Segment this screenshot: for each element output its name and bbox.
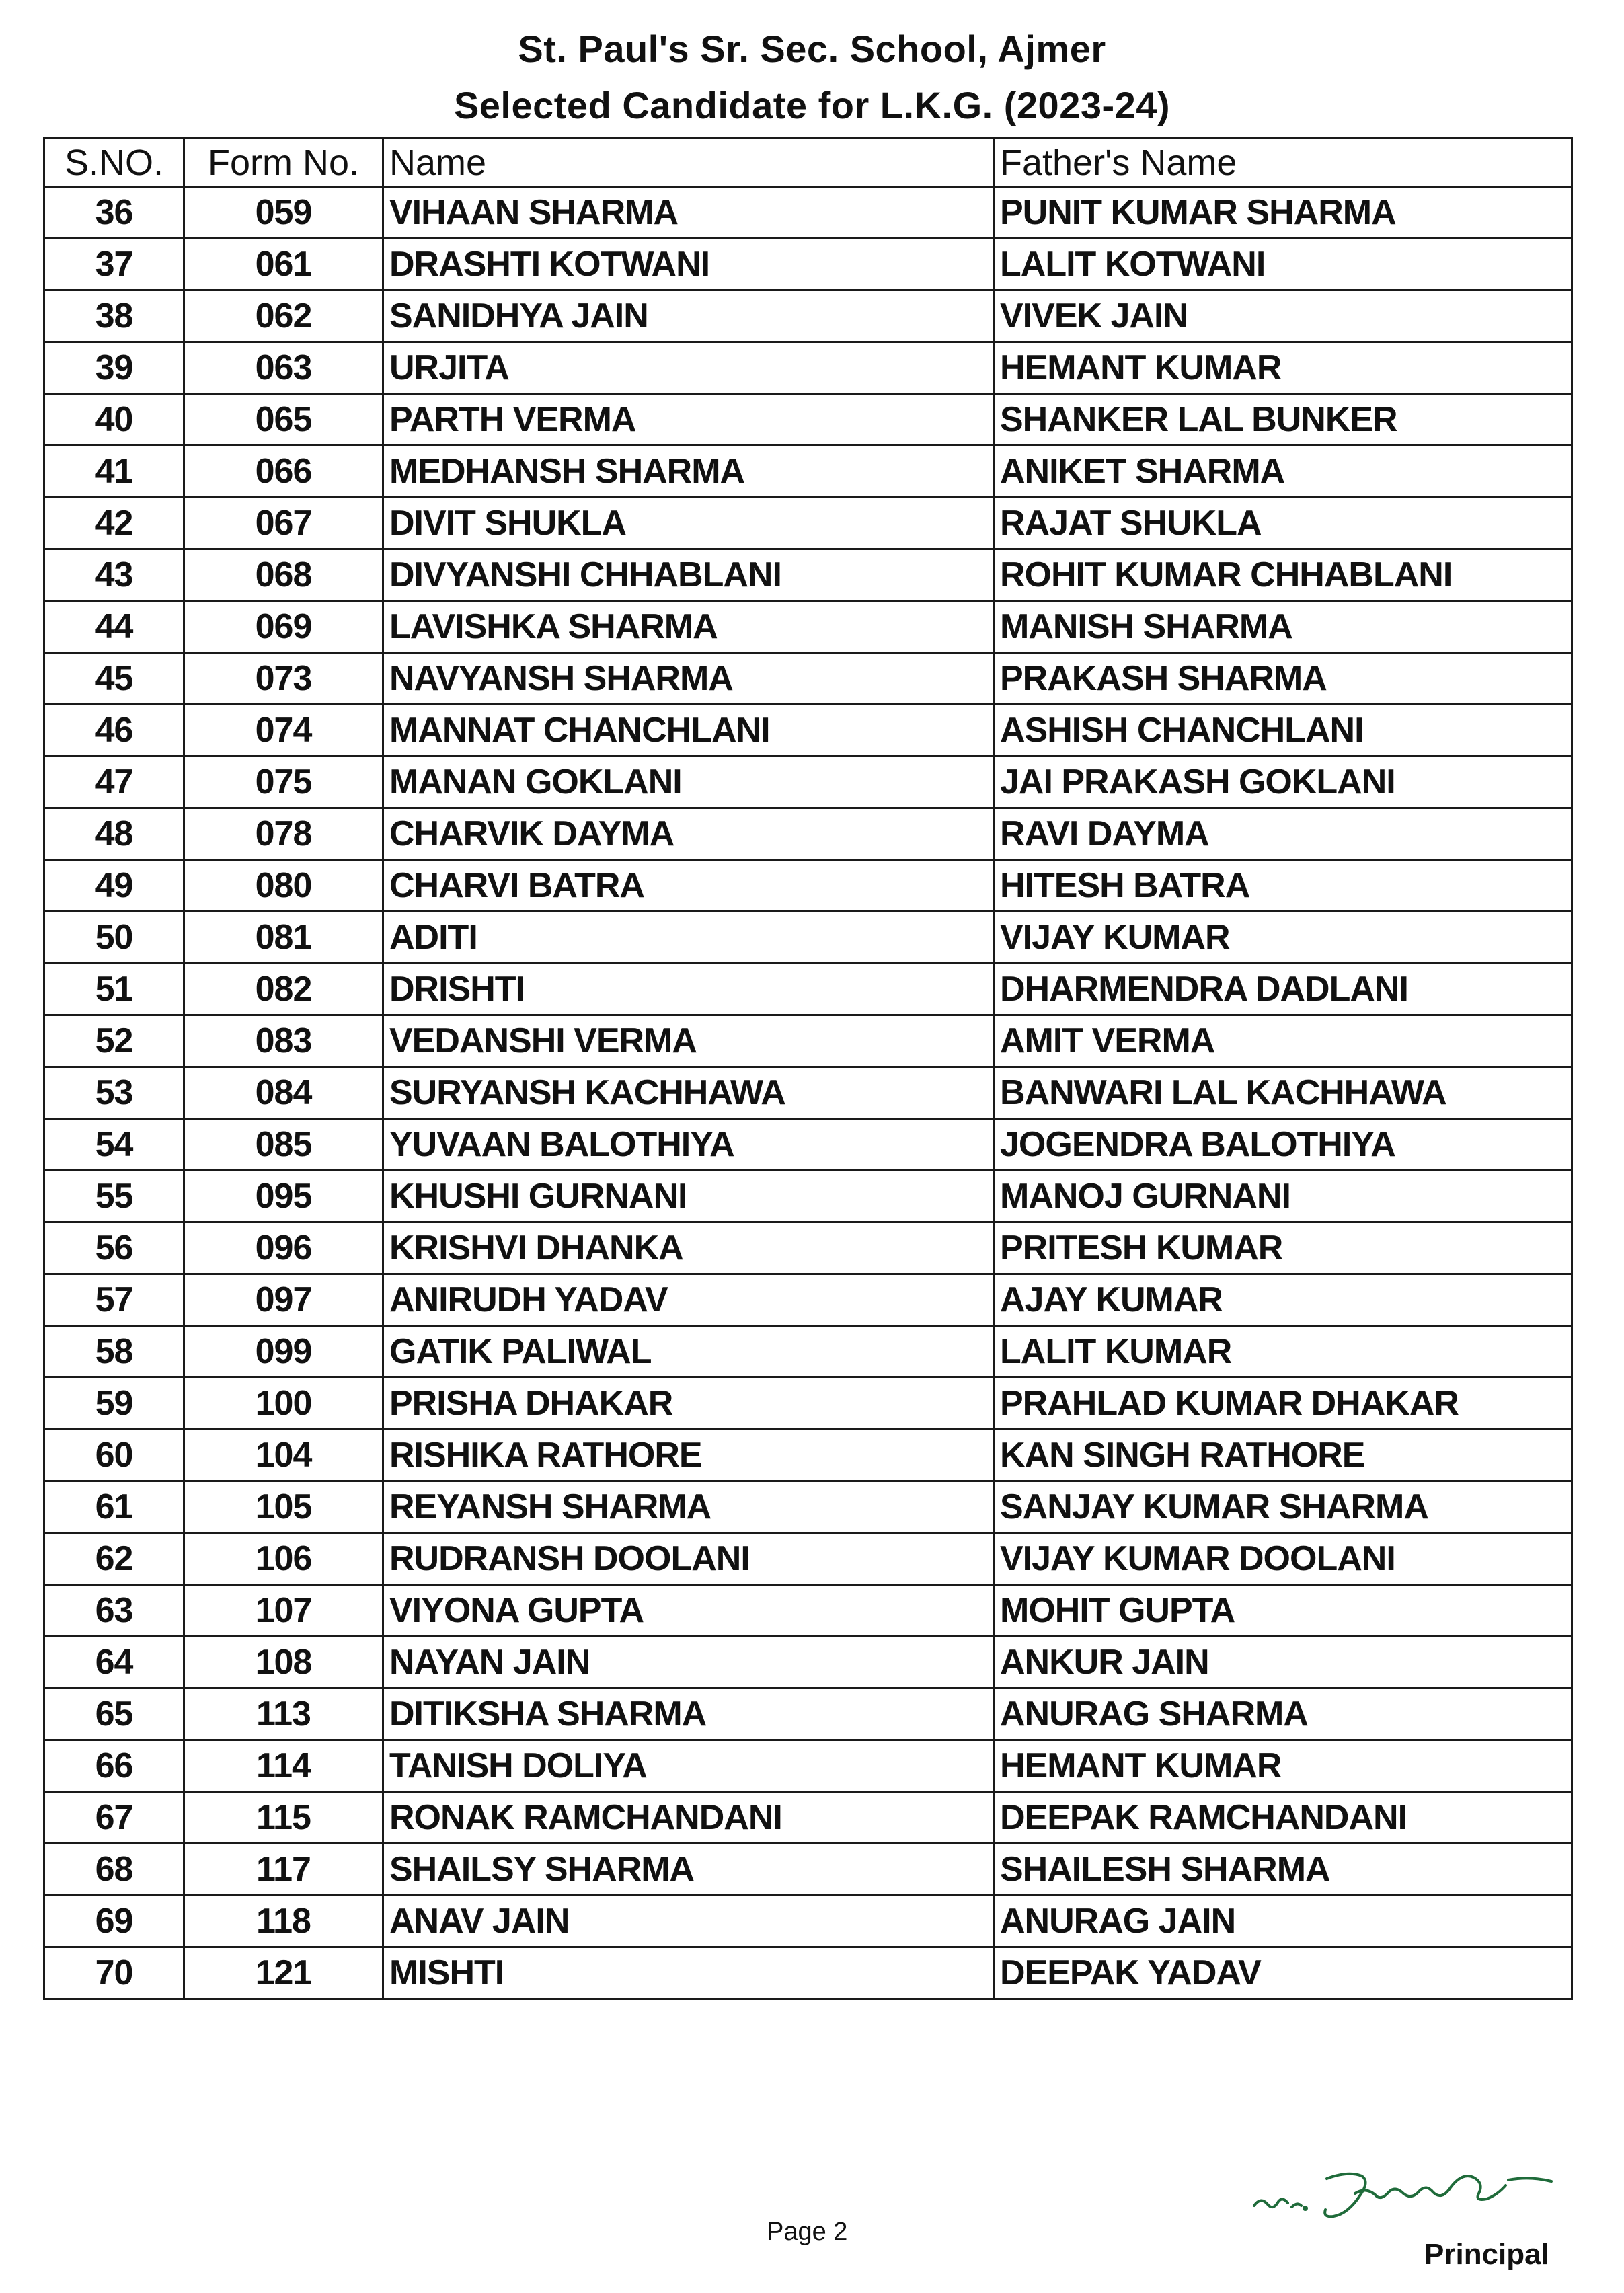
column-header-name: Name: [383, 139, 994, 187]
cell-father-name: RAVI DAYMA: [994, 808, 1572, 860]
table-row: [44, 1688, 1572, 1740]
cell-father-name: VIJAY KUMAR DOOLANI: [994, 1533, 1572, 1585]
cell-form-no: 075: [184, 756, 383, 808]
cell-form-no: 074: [184, 705, 383, 756]
cell-form-no: 067: [184, 498, 383, 549]
cell-form-no: 107: [184, 1585, 383, 1637]
cell-sno: 61: [44, 1481, 184, 1533]
cell-form-no: 115: [184, 1792, 383, 1844]
cell-form-no: 113: [184, 1688, 383, 1740]
cell-father-name: PUNIT KUMAR SHARMA: [994, 187, 1572, 239]
table-row: [44, 601, 1572, 653]
cell-sno: 46: [44, 705, 184, 756]
cell-form-no: 061: [184, 239, 383, 290]
cell-name: LAVISHKA SHARMA: [383, 601, 994, 653]
cell-name: VIYONA GUPTA: [383, 1585, 994, 1637]
column-header-sno: S.NO.: [44, 139, 184, 187]
table-row: [44, 239, 1572, 290]
cell-name: ADITI: [383, 912, 994, 964]
table-row: [44, 342, 1572, 394]
table-row: [44, 1740, 1572, 1792]
cell-sno: 50: [44, 912, 184, 964]
cell-sno: 54: [44, 1119, 184, 1171]
table-row: [44, 549, 1572, 601]
cell-form-no: 104: [184, 1430, 383, 1481]
cell-name: NAVYANSH SHARMA: [383, 653, 994, 705]
cell-father-name: DEEPAK YADAV: [994, 1947, 1572, 1999]
cell-name: MEDHANSH SHARMA: [383, 446, 994, 498]
cell-name: PARTH VERMA: [383, 394, 994, 446]
table-row: [44, 653, 1572, 705]
table-header-row: [44, 139, 1572, 187]
cell-name: VIHAAN SHARMA: [383, 187, 994, 239]
cell-sno: 48: [44, 808, 184, 860]
cell-sno: 52: [44, 1015, 184, 1067]
cell-name: DIVIT SHUKLA: [383, 498, 994, 549]
cell-form-no: 082: [184, 964, 383, 1015]
cell-sno: 53: [44, 1067, 184, 1119]
table-row: [44, 1896, 1572, 1947]
cell-name: ANIRUDH YADAV: [383, 1274, 994, 1326]
column-header-form-no: Form No.: [184, 139, 383, 187]
cell-sno: 41: [44, 446, 184, 498]
cell-form-no: 069: [184, 601, 383, 653]
cell-father-name: DEEPAK RAMCHANDANI: [994, 1792, 1572, 1844]
cell-father-name: JOGENDRA BALOTHIYA: [994, 1119, 1572, 1171]
cell-father-name: ANKUR JAIN: [994, 1637, 1572, 1688]
cell-name: TANISH DOLIYA: [383, 1740, 994, 1792]
cell-father-name: PRAHLAD KUMAR DHAKAR: [994, 1378, 1572, 1430]
cell-form-no: 085: [184, 1119, 383, 1171]
cell-form-no: 095: [184, 1171, 383, 1222]
cell-form-no: 065: [184, 394, 383, 446]
cell-father-name: JAI PRAKASH GOKLANI: [994, 756, 1572, 808]
table-row: [44, 446, 1572, 498]
cell-father-name: PRITESH KUMAR: [994, 1222, 1572, 1274]
cell-name: REYANSH SHARMA: [383, 1481, 994, 1533]
cell-father-name: BANWARI LAL KACHHAWA: [994, 1067, 1572, 1119]
cell-form-no: 117: [184, 1844, 383, 1896]
table-row: [44, 187, 1572, 239]
cell-sno: 66: [44, 1740, 184, 1792]
table-row: [44, 964, 1572, 1015]
cell-form-no: 073: [184, 653, 383, 705]
cell-father-name: VIVEK JAIN: [994, 290, 1572, 342]
cell-sno: 64: [44, 1637, 184, 1688]
cell-father-name: DHARMENDRA DADLANI: [994, 964, 1572, 1015]
table-row: [44, 1637, 1572, 1688]
cell-father-name: LALIT KOTWANI: [994, 239, 1572, 290]
cell-father-name: KAN SINGH RATHORE: [994, 1430, 1572, 1481]
cell-name: RUDRANSH DOOLANI: [383, 1533, 994, 1585]
cell-father-name: SHAILESH SHARMA: [994, 1844, 1572, 1896]
table-row: [44, 1481, 1572, 1533]
cell-form-no: 097: [184, 1274, 383, 1326]
table-row: [44, 1274, 1572, 1326]
cell-name: KRISHVI DHANKA: [383, 1222, 994, 1274]
cell-sno: 45: [44, 653, 184, 705]
cell-name: MANNAT CHANCHLANI: [383, 705, 994, 756]
cell-form-no: 084: [184, 1067, 383, 1119]
table-row: [44, 498, 1572, 549]
cell-sno: 65: [44, 1688, 184, 1740]
cell-father-name: MANOJ GURNANI: [994, 1171, 1572, 1222]
cell-form-no: 063: [184, 342, 383, 394]
cell-name: GATIK PALIWAL: [383, 1326, 994, 1378]
cell-father-name: ANURAG JAIN: [994, 1896, 1572, 1947]
table-row: [44, 1947, 1572, 1999]
cell-father-name: ANIKET SHARMA: [994, 446, 1572, 498]
cell-form-no: 121: [184, 1947, 383, 1999]
table-row: [44, 808, 1572, 860]
cell-name: DRISHTI: [383, 964, 994, 1015]
cell-name: KHUSHI GURNANI: [383, 1171, 994, 1222]
cell-form-no: 114: [184, 1740, 383, 1792]
cell-sno: 44: [44, 601, 184, 653]
cell-sno: 70: [44, 1947, 184, 1999]
cell-name: RISHIKA RATHORE: [383, 1430, 994, 1481]
cell-form-no: 099: [184, 1326, 383, 1378]
cell-sno: 40: [44, 394, 184, 446]
cell-father-name: ASHISH CHANCHLANI: [994, 705, 1572, 756]
cell-father-name: MOHIT GUPTA: [994, 1585, 1572, 1637]
cell-father-name: LALIT KUMAR: [994, 1326, 1572, 1378]
cell-father-name: MANISH SHARMA: [994, 601, 1572, 653]
cell-father-name: PRAKASH SHARMA: [994, 653, 1572, 705]
cell-form-no: 108: [184, 1637, 383, 1688]
table-row: [44, 1430, 1572, 1481]
cell-sno: 51: [44, 964, 184, 1015]
cell-name: URJITA: [383, 342, 994, 394]
cell-father-name: HITESH BATRA: [994, 860, 1572, 912]
table-row: [44, 1533, 1572, 1585]
table-row: [44, 1844, 1572, 1896]
cell-name: ANAV JAIN: [383, 1896, 994, 1947]
cell-father-name: ANURAG SHARMA: [994, 1688, 1572, 1740]
cell-sno: 58: [44, 1326, 184, 1378]
cell-name: CHARVIK DAYMA: [383, 808, 994, 860]
cell-sno: 37: [44, 239, 184, 290]
cell-sno: 63: [44, 1585, 184, 1637]
cell-form-no: 066: [184, 446, 383, 498]
cell-name: MANAN GOKLANI: [383, 756, 994, 808]
cell-name: NAYAN JAIN: [383, 1637, 994, 1688]
table-row: [44, 705, 1572, 756]
cell-sno: 42: [44, 498, 184, 549]
table-row: [44, 1792, 1572, 1844]
cell-sno: 49: [44, 860, 184, 912]
cell-father-name: HEMANT KUMAR: [994, 1740, 1572, 1792]
table-row: [44, 1222, 1572, 1274]
cell-name: RONAK RAMCHANDANI: [383, 1792, 994, 1844]
cell-sno: 38: [44, 290, 184, 342]
cell-sno: 36: [44, 187, 184, 239]
candidate-table: [43, 137, 1573, 2000]
principal-signature: [1247, 2152, 1563, 2232]
cell-name: CHARVI BATRA: [383, 860, 994, 912]
cell-father-name: SANJAY KUMAR SHARMA: [994, 1481, 1572, 1533]
cell-sno: 59: [44, 1378, 184, 1430]
cell-sno: 68: [44, 1844, 184, 1896]
cell-sno: 56: [44, 1222, 184, 1274]
cell-form-no: 083: [184, 1015, 383, 1067]
cell-name: SANIDHYA JAIN: [383, 290, 994, 342]
table-row: [44, 860, 1572, 912]
cell-father-name: SHANKER LAL BUNKER: [994, 394, 1572, 446]
table-row: [44, 1378, 1572, 1430]
cell-form-no: 059: [184, 187, 383, 239]
cell-sno: 47: [44, 756, 184, 808]
table-row: [44, 1171, 1572, 1222]
school-name: St. Paul's Sr. Sec. School, Ajmer: [518, 28, 1106, 70]
cell-form-no: 105: [184, 1481, 383, 1533]
cell-name: PRISHA DHAKAR: [383, 1378, 994, 1430]
table-row: [44, 1326, 1572, 1378]
cell-sno: 69: [44, 1896, 184, 1947]
cell-name: VEDANSHI VERMA: [383, 1015, 994, 1067]
cell-sno: 60: [44, 1430, 184, 1481]
table-row: [44, 1067, 1572, 1119]
cell-name: DITIKSHA SHARMA: [383, 1688, 994, 1740]
cell-form-no: 081: [184, 912, 383, 964]
cell-sno: 62: [44, 1533, 184, 1585]
cell-form-no: 062: [184, 290, 383, 342]
cell-name: DIVYANSHI CHHABLANI: [383, 549, 994, 601]
cell-father-name: HEMANT KUMAR: [994, 342, 1572, 394]
table-row: [44, 1119, 1572, 1171]
column-header-father-name: Father's Name: [994, 139, 1572, 187]
page-number: Page 2: [767, 2218, 848, 2246]
cell-form-no: 106: [184, 1533, 383, 1585]
cell-father-name: AJAY KUMAR: [994, 1274, 1572, 1326]
cell-father-name: VIJAY KUMAR: [994, 912, 1572, 964]
table-row: [44, 394, 1572, 446]
cell-name: SHAILSY SHARMA: [383, 1844, 994, 1896]
table-row: [44, 290, 1572, 342]
cell-father-name: RAJAT SHUKLA: [994, 498, 1572, 549]
cell-sno: 39: [44, 342, 184, 394]
cell-sno: 67: [44, 1792, 184, 1844]
table-row: [44, 1585, 1572, 1637]
cell-sno: 55: [44, 1171, 184, 1222]
table-row: [44, 756, 1572, 808]
cell-form-no: 080: [184, 860, 383, 912]
cell-form-no: 068: [184, 549, 383, 601]
cell-name: SURYANSH KACHHAWA: [383, 1067, 994, 1119]
cell-sno: 57: [44, 1274, 184, 1326]
cell-form-no: 078: [184, 808, 383, 860]
cell-form-no: 096: [184, 1222, 383, 1274]
table-body: [44, 187, 1572, 1999]
cell-form-no: 118: [184, 1896, 383, 1947]
cell-name: MISHTI: [383, 1947, 994, 1999]
cell-father-name: ROHIT KUMAR CHHABLANI: [994, 549, 1572, 601]
table-row: [44, 1015, 1572, 1067]
signatory-label: Principal: [1424, 2238, 1549, 2271]
table-row: [44, 912, 1572, 964]
cell-form-no: 100: [184, 1378, 383, 1430]
list-title: Selected Candidate for L.K.G. (2023-24): [453, 84, 1171, 126]
cell-father-name: AMIT VERMA: [994, 1015, 1572, 1067]
cell-sno: 43: [44, 549, 184, 601]
cell-name: YUVAAN BALOTHIYA: [383, 1119, 994, 1171]
cell-name: DRASHTI KOTWANI: [383, 239, 994, 290]
